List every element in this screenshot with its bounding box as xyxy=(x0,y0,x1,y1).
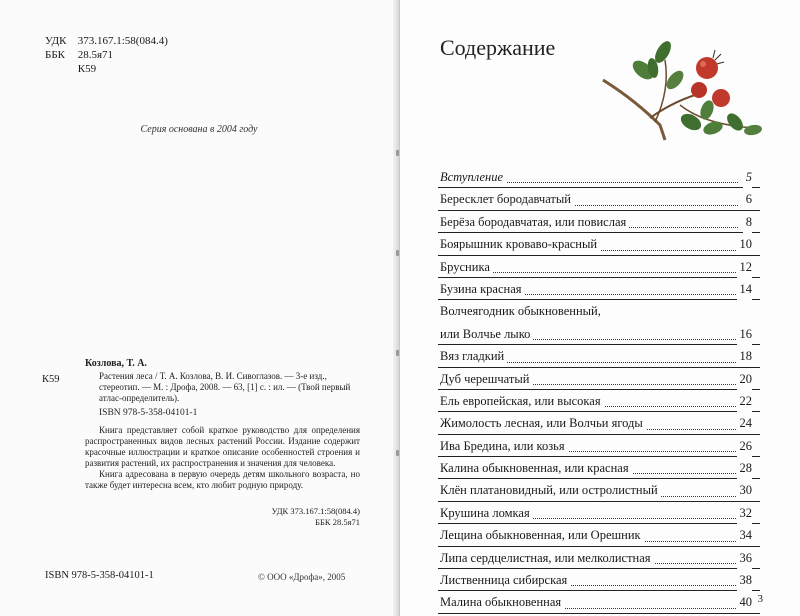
toc-item[interactable] xyxy=(440,368,752,390)
toc-item[interactable] xyxy=(440,502,752,524)
binding-stitch xyxy=(396,150,399,156)
card-bbk: ББК 28.5я71 xyxy=(315,517,360,527)
toc-item-title: Крушина ломкая xyxy=(440,506,533,520)
toc-item[interactable] xyxy=(440,591,752,613)
toc-item-page: 36 xyxy=(737,547,753,569)
toc-item-title: или Волчье лыко xyxy=(440,327,533,341)
toc-item[interactable] xyxy=(440,211,752,233)
toc-item[interactable] xyxy=(440,188,752,210)
card-udk: УДК 373.167.1:58(084.4) xyxy=(271,506,360,516)
card-author: Козлова, Т. А. xyxy=(85,358,147,369)
toc-item[interactable] xyxy=(440,345,752,367)
card-mark: К59 xyxy=(42,374,60,385)
toc-item[interactable] xyxy=(440,390,752,412)
binding-stitch xyxy=(396,350,399,356)
toc-item-title: Жимолость лесная, или Волчьи ягоды xyxy=(440,416,646,430)
toc-item-title: Брусника xyxy=(440,260,493,274)
toc-item-title: Дуб черешчатый xyxy=(440,372,532,386)
toc-item-page: 12 xyxy=(737,256,753,278)
toc-item-page: 20 xyxy=(737,368,753,390)
toc-item-title: Ива Бредина, или козья xyxy=(440,439,568,453)
toc-item-page: 28 xyxy=(737,457,753,479)
toc-item[interactable] xyxy=(440,256,752,278)
card-codes xyxy=(200,506,360,528)
udk-row xyxy=(45,34,168,48)
toc-item[interactable] xyxy=(440,479,752,501)
toc-item-page: 18 xyxy=(737,345,753,367)
card-abstract-2: Книга адресована в первую очередь детям школьного возраста, но также будет интересна всем, кто любит родную природу. xyxy=(85,469,360,490)
toc-item-page: 14 xyxy=(737,278,753,300)
classification-codes xyxy=(45,34,168,76)
bbk-value: 28.5я71 xyxy=(77,49,114,61)
toc-item-page: 30 xyxy=(737,479,753,501)
imprint-page xyxy=(0,0,398,616)
toc-item-page: 32 xyxy=(737,502,753,524)
toc-item[interactable] xyxy=(440,300,752,322)
toc-item-title: Бузина красная xyxy=(440,282,525,296)
rosehip-branch-illustration xyxy=(595,30,765,150)
toc-item[interactable] xyxy=(440,524,752,546)
table-of-contents xyxy=(440,166,752,614)
binding-stitch xyxy=(396,250,399,256)
toc-item-title: Ель европейская, или высокая xyxy=(440,394,604,408)
bbk-row xyxy=(45,48,168,62)
toc-item-page: 40 xyxy=(737,591,753,613)
contents-page xyxy=(400,0,800,616)
binding-stitch xyxy=(396,450,399,456)
toc-item-title: Берёза бородавчатая, или повислая xyxy=(440,215,629,229)
toc-item[interactable] xyxy=(440,412,752,434)
page-number: 3 xyxy=(757,593,763,605)
author-mark-row xyxy=(45,62,168,76)
toc-item-title: Липа сердцелистная, или мелколистная xyxy=(440,551,654,565)
toc-item-title: Бересклет бородавчатый xyxy=(440,192,574,206)
toc-item[interactable] xyxy=(440,569,752,591)
toc-item-title: Волчеягодник обыкновенный, xyxy=(440,304,604,318)
toc-item-page: 6 xyxy=(743,188,752,210)
card-isbn: ISBN 978-5-358-04101-1 xyxy=(99,408,198,418)
toc-item-page: 16 xyxy=(737,323,753,345)
toc-item-page: 5 xyxy=(743,166,752,188)
udk-value: 373.167.1:58(084.4) xyxy=(77,35,168,47)
toc-item-title: Вступление xyxy=(440,170,506,184)
toc-item-page: 26 xyxy=(737,435,753,457)
toc-item[interactable] xyxy=(440,547,752,569)
author-mark: К59 xyxy=(77,63,97,75)
toc-item-title: Лиственница сибирская xyxy=(440,573,570,587)
toc-item-page: 8 xyxy=(743,211,752,233)
toc-item-page: 38 xyxy=(737,569,753,591)
udk-label: УДК xyxy=(45,35,67,47)
toc-item-page: 22 xyxy=(737,390,753,412)
toc-item-title: Вяз гладкий xyxy=(440,349,507,363)
toc-item[interactable] xyxy=(440,323,752,345)
isbn-bottom: ISBN 978-5-358-04101-1 xyxy=(45,570,154,581)
toc-item-title: Лещина обыкновенная, или Орешник xyxy=(440,528,644,542)
page-title: Содержание xyxy=(440,35,556,60)
toc-item-title: Малина обыкновенная xyxy=(440,595,564,609)
toc-item-page: 10 xyxy=(737,233,753,255)
card-abstract-1: Книга представляет собой краткое руководство для определения распространенных видов лесных растений России. Издание содержит красочные иллюстрации и краткое описание особенностей строения и развития растений, их распространения и значения для человека. xyxy=(85,425,360,468)
toc-item[interactable] xyxy=(440,278,752,300)
toc-item-page: 24 xyxy=(737,412,753,434)
card-description: Растения леса / Т. А. Козлова, В. И. Сивоглазов. — 3-е изд., стереотип. — М. : Дрофа, 2008. — 63, [1] с. : ил. — (Твой первый атлас-определитель). xyxy=(99,371,351,403)
toc-rule xyxy=(438,613,760,614)
bbk-label: ББК xyxy=(45,49,65,61)
toc-item-title: Боярышник кроваво-красный xyxy=(440,237,600,251)
catalog-card xyxy=(85,358,360,491)
toc-item[interactable] xyxy=(440,457,752,479)
toc-item-title: Калина обыкновенная, или красная xyxy=(440,461,632,475)
series-note: Серия основана в 2004 году xyxy=(140,124,258,135)
toc-item-page: 34 xyxy=(737,524,753,546)
copyright: © ООО «Дрофа», 2005 xyxy=(258,572,346,582)
toc-item[interactable] xyxy=(440,233,752,255)
toc-item[interactable] xyxy=(440,435,752,457)
toc-item-title: Клён платановидный, или остролистный xyxy=(440,483,661,497)
toc-item[interactable] xyxy=(440,166,752,188)
